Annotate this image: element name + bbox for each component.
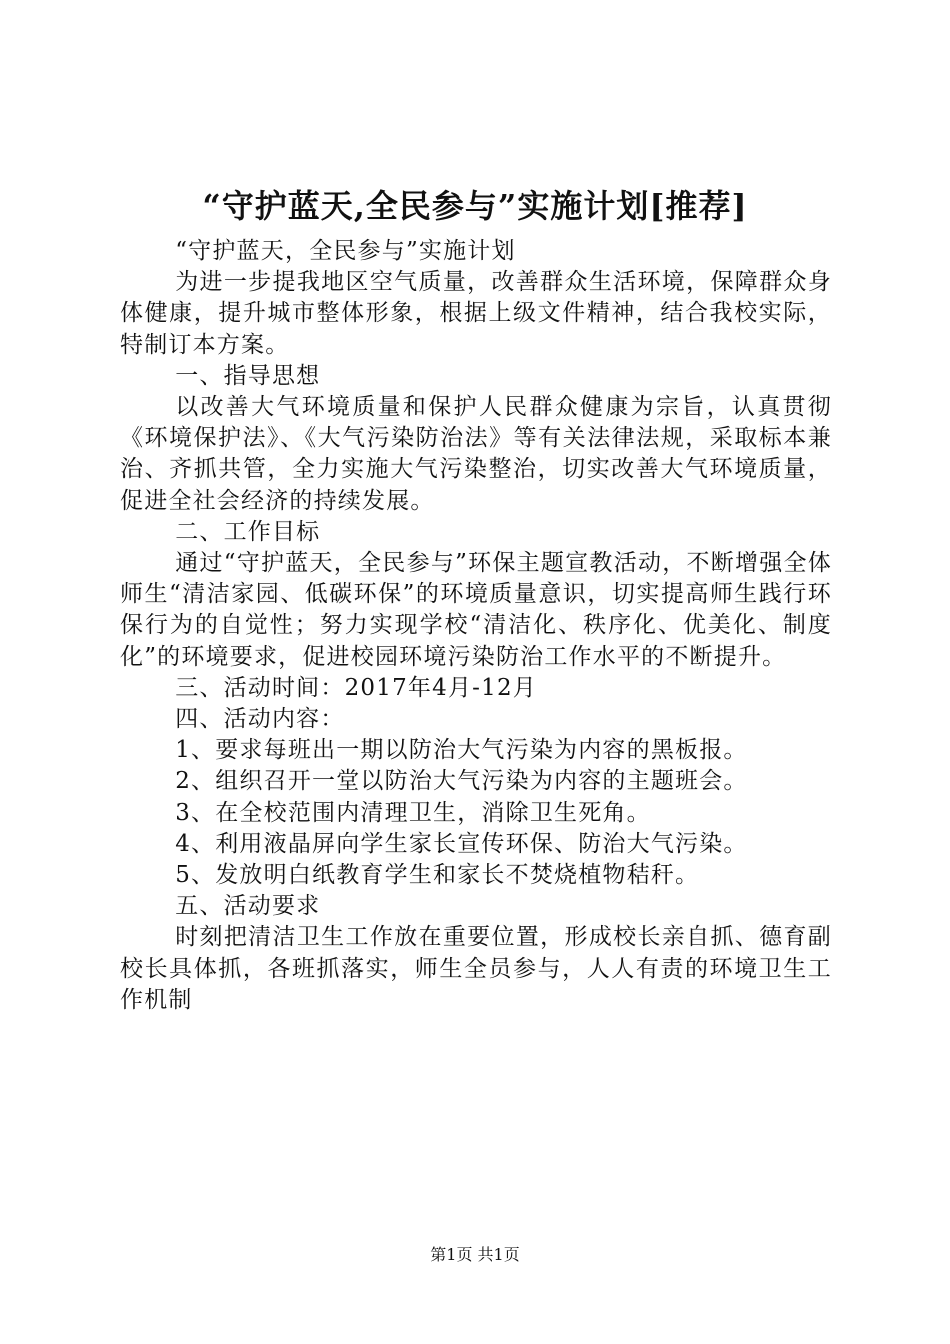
- subtitle-line: “守护蓝天，全民参与”实施计划: [175, 238, 516, 264]
- paragraph-intro: 为进一步提我地区空气质量，改善群众生活环境，保障群众身体健康，提升城市整体形象，根据上级文件精神，结合我校实际，特制订本方案。: [120, 269, 832, 358]
- document-body: [120, 236, 832, 1016]
- section-heading-requirements: 五、活动要求: [175, 893, 321, 920]
- list-item: 4、利用液晶屏向学生家长宣传环保、防治大气污染。: [175, 830, 748, 857]
- section-heading-goals: 二、工作目标: [175, 518, 321, 545]
- section-heading-activity-time: 三、活动时间：2017年4月-12月: [175, 674, 537, 701]
- section-heading-activity-content: 四、活动内容：: [175, 706, 345, 733]
- section-heading-guiding-thought: 一、指导思想: [175, 362, 321, 389]
- list-item: 1、要求每班出一期以防治大气污染为内容的黑板报。: [175, 737, 748, 764]
- page-number-footer: 第1页 共1页: [430, 1245, 520, 1264]
- list-item: 3、在全校范围内清理卫生，消除卫生死角。: [175, 799, 651, 826]
- paragraph-goals: 通过“守护蓝天，全民参与”环保主题宣教活动，不断增强全体师生“清洁家园、低碳环保”的环境质量意识，切实提高师生践行环保行为的自觉性；努力实现学校“清洁化、秩序化、优美化、制度化”的环境要求，促进校园环境污染防治工作水平的不断提升。: [120, 550, 832, 670]
- paragraph-guiding-thought: 以改善大气环境质量和保护人民群众健康为宗旨，认真贯彻《环境保护法》、《大气污染防治法》等有关法律法规，采取标本兼治、齐抓共管，全力实施大气污染整治，切实改善大气环境质量，促进全社会经济的持续发展。: [120, 394, 832, 514]
- paragraph-requirements: 时刻把清洁卫生工作放在重要位置，形成校长亲自抓、德育副校长具体抓，各班抓落实，师生全员参与，人人有责的环境卫生工作机制: [120, 924, 832, 1013]
- list-item: 2、组织召开一堂以防治大气污染为内容的主题班会。: [175, 768, 748, 795]
- list-item: 5、发放明白纸教育学生和家长不焚烧植物秸秆。: [175, 862, 700, 889]
- document-title: “守护蓝天,全民参与”实施计划[推荐]: [202, 187, 748, 225]
